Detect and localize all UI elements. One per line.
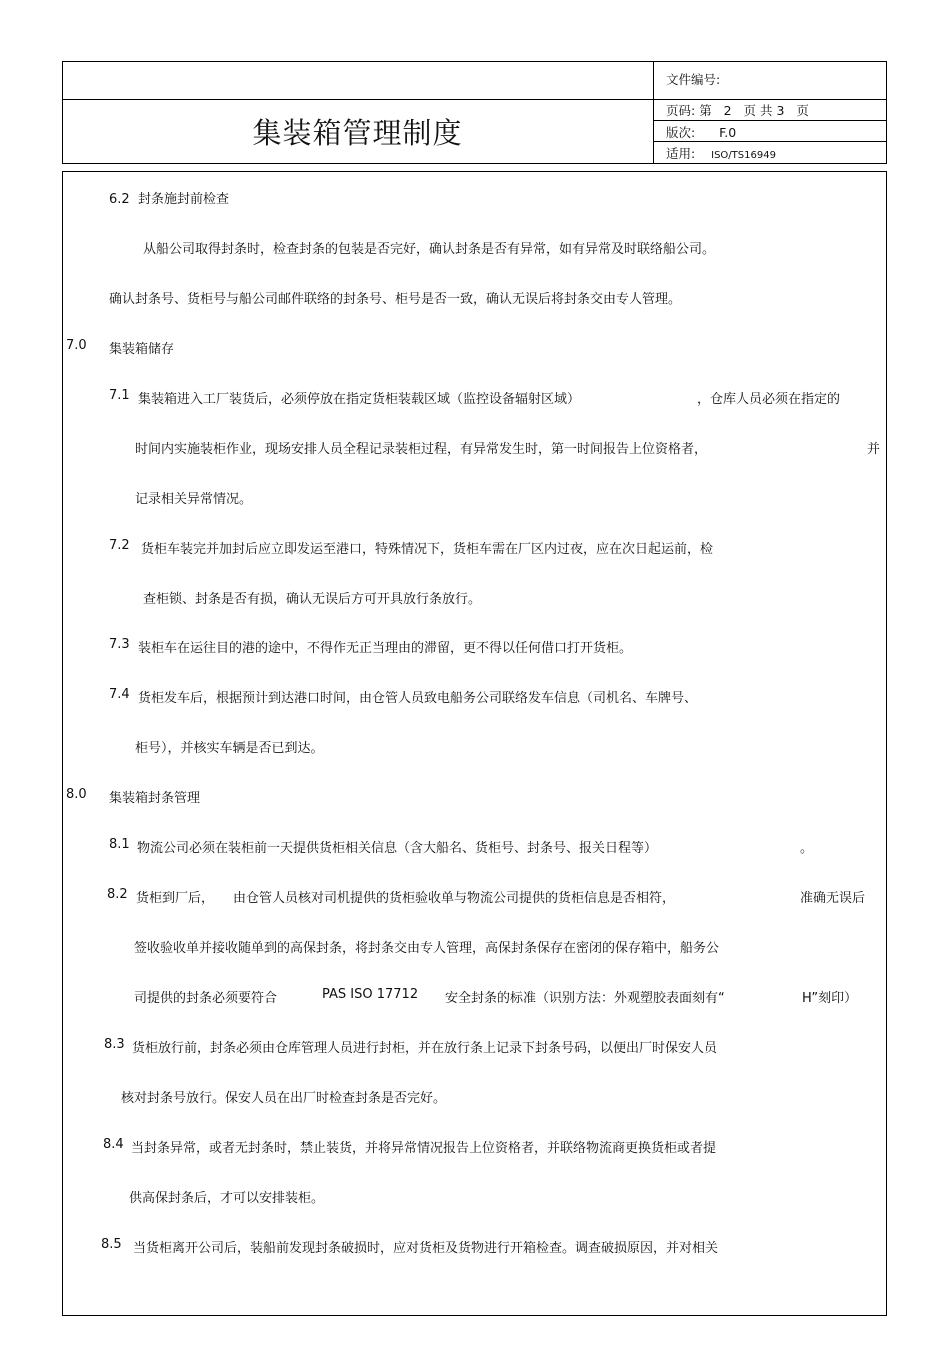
section-8-2-text: PAS ISO 17712 xyxy=(322,987,419,1002)
section-8-2-text: 准确无误后 xyxy=(800,891,866,906)
section-7-4-text: 柜号），并核实车辆是否已到达。 xyxy=(135,741,324,756)
section-6-2-heading: 6.2 封条施封前检查 xyxy=(109,192,229,207)
section-7-0-title: 集装箱储存 xyxy=(109,342,175,357)
section-7-2-number: 7.2 xyxy=(109,538,130,553)
section-8-1-number: 8.1 xyxy=(109,837,130,852)
section-6-2-paragraph: 从船公司取得封条时，检查封条的包装是否完好，确认封条是否有异常，如有异常及时联络船公司。 xyxy=(143,242,716,257)
section-8-3-text: 货柜放行前，封条必须由仓库管理人员进行封柜，并在放行条上记录下封条号码，以便出厂时保安人员 xyxy=(132,1041,718,1056)
section-7-4-text: 货柜发车后，根据预计到达港口时间，由仓管人员致电船务公司联络发车信息（司机名、车牌号、 xyxy=(138,691,698,706)
section-8-2-number: 8.2 xyxy=(107,887,128,902)
version: 版次: F.0 xyxy=(666,125,737,140)
section-8-2-text: 货柜到厂后， xyxy=(136,891,215,906)
section-8-1-text: 。 xyxy=(800,841,814,856)
section-7-1-number: 7.1 xyxy=(109,388,130,403)
section-8-4-text: 供高保封条后，才可以安排装柜。 xyxy=(129,1191,325,1206)
section-8-5-number: 8.5 xyxy=(101,1237,122,1252)
section-8-1-text: 物流公司必须在装柜前一天提供货柜相关信息（含大船名、货柜号、封条号、报关日程等） xyxy=(137,841,658,856)
section-7-3-number: 7.3 xyxy=(109,637,130,652)
document-title: 集装箱管理制度 xyxy=(252,116,463,150)
page-number: 页码: 第 2 页 共 3 页 xyxy=(666,103,809,118)
section-7-1-text: 时间内实施装柜作业，现场安排人员全程记录装柜过程，有异常发生时，第一时间报告上位资格者， xyxy=(135,442,708,457)
section-8-2-text: 司提供的封条必须要符合 xyxy=(134,991,278,1006)
section-8-0-number: 8.0 xyxy=(66,787,87,802)
section-8-2-text: 签收验收单并接收随单到的高保封条，将封条交由专人管理，高保封条保存在密闭的保存箱中，船务公 xyxy=(134,941,720,956)
applies-to: 适用: ISO/TS16949 xyxy=(666,146,776,161)
section-8-3-text: 核对封条号放行。保安人员在出厂时检查封条是否完好。 xyxy=(121,1091,447,1106)
section-7-0-number: 7.0 xyxy=(66,338,87,353)
section-7-4-number: 7.4 xyxy=(109,687,130,702)
section-7-1-text: 记录相关异常情况。 xyxy=(135,492,253,507)
section-6-2-paragraph: 确认封条号、货柜号与船公司邮件联络的封条号、柜号是否一致，确认无误后将封条交由专人管理。 xyxy=(109,292,682,307)
section-8-5-text: 当货柜离开公司后，装船前发现封条破损时，应对货柜及货物进行开箱检查。调查破损原因，并对相关 xyxy=(133,1241,719,1256)
section-8-4-number: 8.4 xyxy=(103,1137,124,1152)
section-7-2-text: 查柜锁、封条是否有损，确认无误后方可开具放行条放行。 xyxy=(143,592,482,607)
header-column-divider xyxy=(653,61,654,164)
section-8-2-text: 安全封条的标准（识别方法：外观塑胶表面刻有“ xyxy=(445,991,725,1006)
section-8-3-number: 8.3 xyxy=(104,1037,125,1052)
section-7-1-text: ，仓库人员必须在指定的 xyxy=(697,392,841,407)
section-7-1-text: 集装箱进入工厂装货后，必须停放在指定货柜装载区域（监控设备辐射区域） xyxy=(138,392,581,407)
section-8-2-text: 由仓管人员核对司机提供的货柜验收单与物流公司提供的货柜信息是否相符， xyxy=(233,891,676,906)
header-row-divider xyxy=(653,141,887,142)
doc-number-label: 文件编号: xyxy=(666,72,721,87)
section-7-1-text: 并 xyxy=(867,442,881,457)
section-8-4-text: 当封条异常，或者无封条时，禁止装货，并将异常情况报告上位资格者，并联络物流商更换货柜或者提 xyxy=(131,1141,717,1156)
section-8-0-title: 集装箱封条管理 xyxy=(109,791,201,806)
section-8-2-text: H”刻印） xyxy=(802,991,858,1006)
header-row-divider xyxy=(653,120,887,121)
section-7-3-text: 装柜车在运往目的港的途中，不得作无正当理由的滞留，更不得以任何借口打开货柜。 xyxy=(138,641,633,656)
section-7-2-text: 货柜车装完并加封后应立即发运至港口，特殊情况下，货柜车需在厂区内过夜，应在次日起运前，检 xyxy=(141,542,714,557)
